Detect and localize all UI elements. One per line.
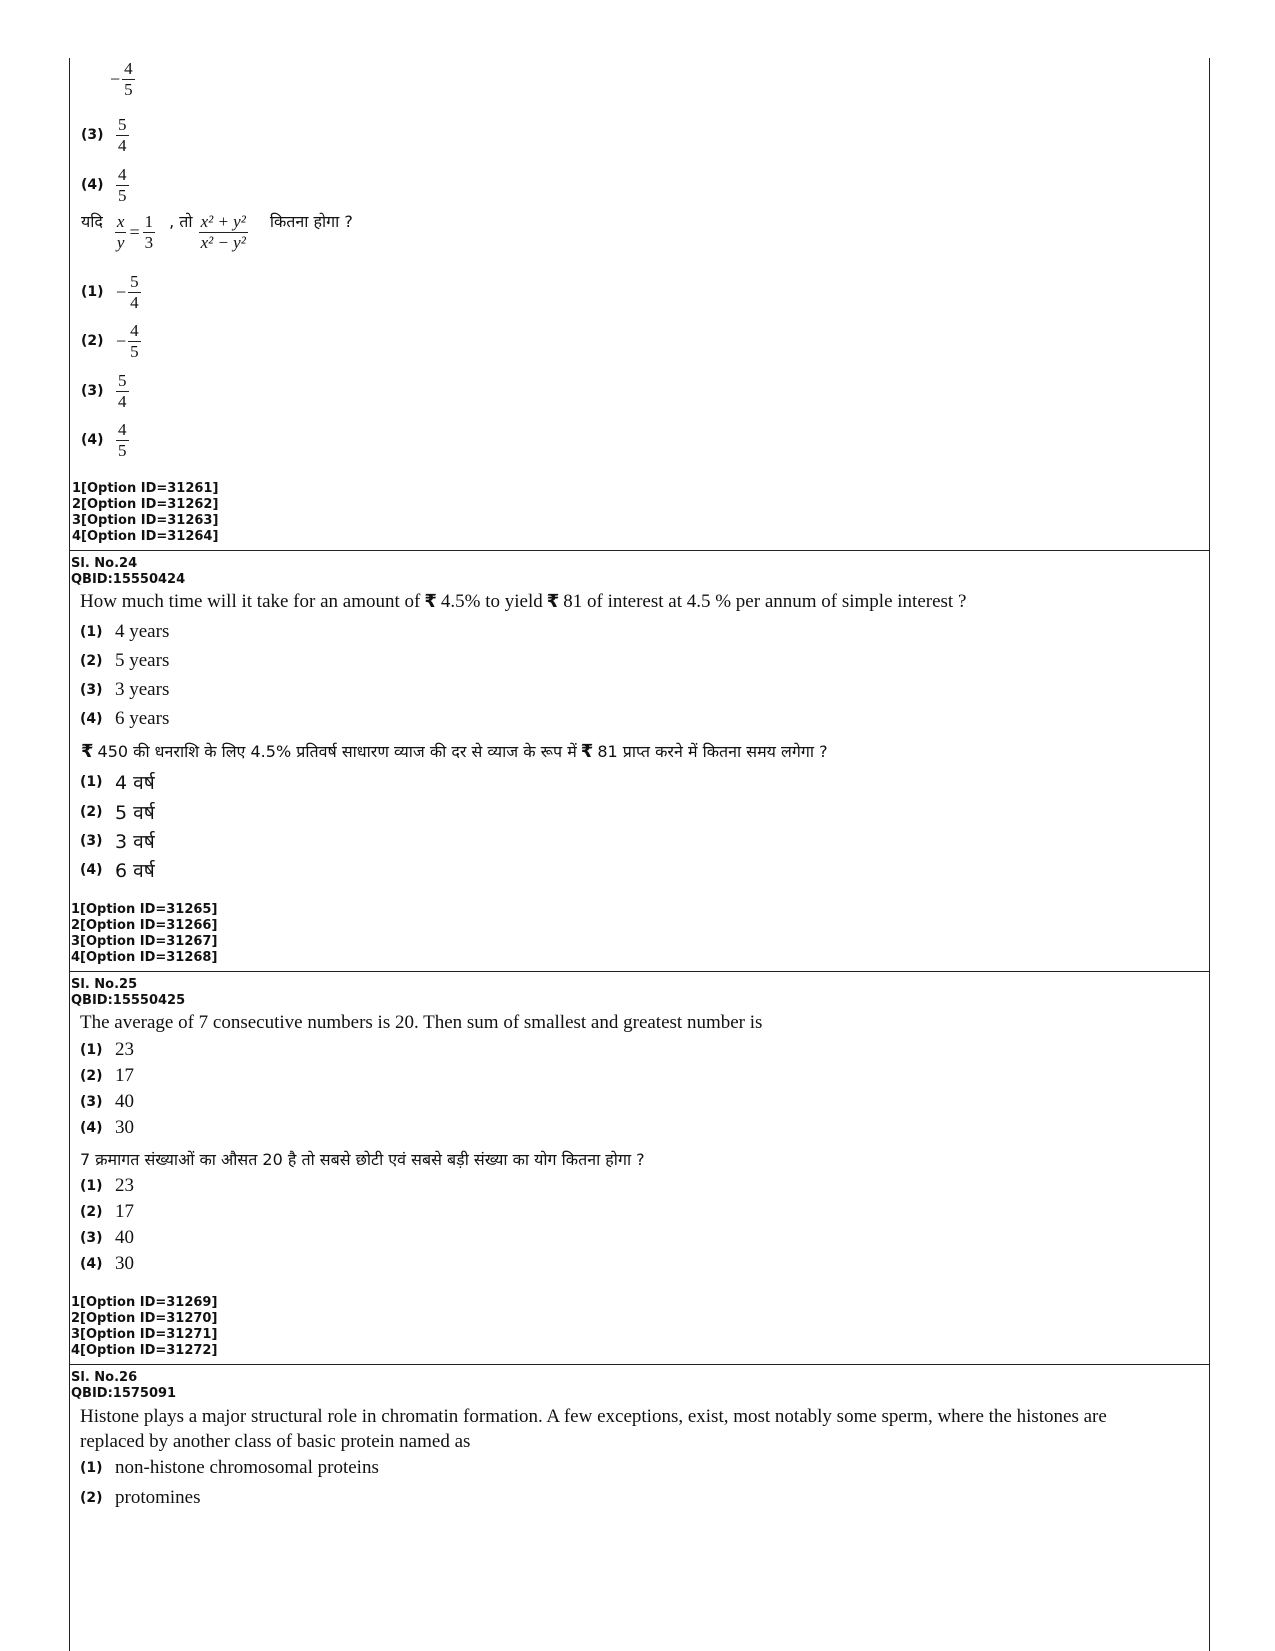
question-text-english: Histone plays a major structural role in chromatin formation. A few exceptions, exist, most notably some sperm, where the histones are replaced by another class of basic protein named as — [80, 1406, 1107, 1452]
option-row: (1) non-histone chromosomal proteins — [80, 1457, 379, 1478]
option-row: (4) 6 years — [80, 708, 170, 729]
option-row: (2) 5 years — [80, 650, 170, 671]
question-text-hindi: ₹ 450 की धनराशि के लिए 4.5% प्रतिवर्ष साधारण व्याज की दर से व्याज के रूप में ₹ 81 प्राप्त करने में कितना समय लगेगा ? — [81, 741, 828, 762]
fraction: $\frac{5}{4}$ — [118, 114, 127, 155]
serial-number: Sl. No.25 — [71, 977, 138, 992]
option-row: (3) 3 वर्ष — [80, 831, 155, 853]
option-row: (2) 17 — [80, 1201, 134, 1222]
rupee-icon: ₹ — [546, 591, 560, 612]
option-row: (4) 30 — [80, 1253, 134, 1274]
question-bank-id: QBID:1575091 — [71, 1386, 177, 1401]
fraction: $\frac{4}{5}$ — [118, 419, 127, 460]
option-row: (2) protomines — [80, 1487, 201, 1508]
option-row: (2) 5 वर्ष — [80, 802, 155, 824]
option-row: (4) $\frac{4}{5}$ — [81, 164, 127, 205]
option-row: (1) 4 years — [80, 621, 170, 642]
rupee-icon: ₹ — [580, 741, 594, 762]
serial-number: Sl. No.26 — [71, 1370, 138, 1385]
question-bank-id: QBID:15550424 — [71, 572, 186, 587]
fraction: $\frac{4}{5}$ — [130, 320, 139, 361]
option-row: (1) − $\frac{5}{4}$ — [81, 271, 139, 312]
fraction: $\frac{4}{5}$ — [118, 164, 127, 205]
fraction: $\frac{5}{4}$ — [130, 271, 139, 312]
option-row: (3) 40 — [80, 1227, 134, 1248]
rupee-icon: ₹ — [424, 591, 437, 612]
carry-option-fraction — [110, 58, 135, 100]
question-text-english: The average of 7 consecutive numbers is 20. Then sum of smallest and greatest number is — [80, 1012, 763, 1033]
question-block-25 — [69, 972, 1210, 1364]
rupee-icon: ₹ — [81, 741, 94, 762]
option-row: (2) − $\frac{4}{5}$ — [81, 320, 139, 361]
option-row: (1) 23 — [80, 1039, 134, 1060]
minus-sign: − — [110, 68, 121, 89]
option-id-list: 1[Option ID=31265] 2[Option ID=31266] 3[Option ID=31267] 4[Option ID=31268] — [71, 902, 218, 965]
option-row: (1) 4 वर्ष — [80, 772, 155, 794]
question-header — [71, 556, 185, 588]
option-row: (3) 40 — [80, 1091, 134, 1112]
option-row: (3) 3 years — [80, 679, 170, 700]
question-text-hindi: यदि $\frac{x}{y}$ = $\frac{1}{3}$ , तो $\frac{\text{x² + y²}}{\text{x² − y²}}$ कितना होगा ? — [81, 212, 353, 252]
question-block-26 — [69, 1365, 1210, 1651]
option-row: (1) 23 — [80, 1175, 134, 1196]
question-header — [71, 977, 185, 1009]
serial-number: Sl. No.24 — [71, 556, 138, 571]
question-text-english: How much time will it take for an amount of ₹ 4.5% to yield ₹ 81 of interest at 4.5 % per annum of simple interest ? — [80, 591, 967, 612]
option-row: (4) 6 वर्ष — [80, 860, 155, 882]
question-bank-id: QBID:15550425 — [71, 993, 186, 1008]
fraction: $\frac{5}{4}$ — [118, 370, 127, 411]
option-row: (3) $\frac{5}{4}$ — [81, 114, 127, 155]
question-block-24 — [69, 551, 1210, 971]
option-id-list: 1[Option ID=31261] 2[Option ID=31262] 3[Option ID=31263] 4[Option ID=31264] — [72, 481, 219, 544]
question-header — [71, 1370, 176, 1402]
option-row: (3) $\frac{5}{4}$ — [81, 370, 127, 411]
fraction: $\frac{\text{x² + y²}}{\text{x² − y²}}$ — [200, 212, 246, 252]
fraction: $\frac{1}{3}$ — [144, 212, 154, 252]
option-row: (4) $\frac{4}{5}$ — [81, 419, 127, 460]
fraction: $\frac{x}{y}$ — [116, 212, 125, 252]
fraction: $\frac{4}{5}$ — [124, 58, 133, 99]
option-row: (4) 30 — [80, 1117, 134, 1138]
option-id-list: 1[Option ID=31269] 2[Option ID=31270] 3[Option ID=31271] 4[Option ID=31272] — [71, 1295, 218, 1358]
option-row: (2) 17 — [80, 1065, 134, 1086]
question-text-hindi: 7 क्रमागत संख्याओं का औसत 20 है तो सबसे छोटी एवं सबसे बड़ी संख्या का योग कितना होगा ? — [80, 1150, 645, 1169]
